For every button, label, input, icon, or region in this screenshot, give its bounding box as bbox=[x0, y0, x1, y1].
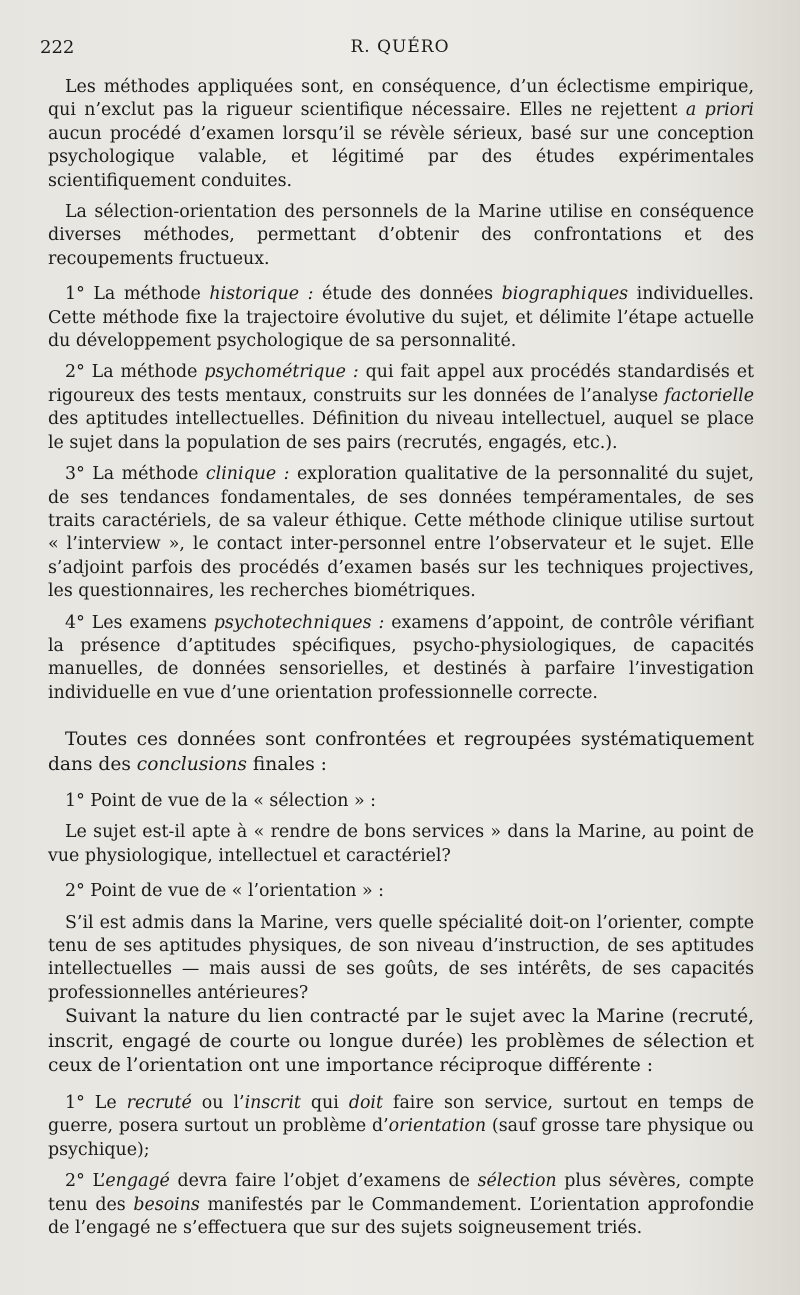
paragraph-nature: Suivant la nature du lien contracté par le sujet avec la Marine (recruté, inscrit, engagé de courte ou longue durée) les problèmes de sélection et ceux de l’orientation ont une importance réciproque différente : bbox=[48, 1006, 754, 1077]
orientation-question: S’il est admis dans la Marine, vers quelle spécialité doit-on l’orienter, compte tenu de ses aptitudes physiques, de son niveau d’instruction, de ses aptitudes intellectuelles — mais aussi de ses goûts, de ses intérêts, de ses capacités professionnelles antérieures? bbox=[48, 912, 754, 1003]
conclusions-text bbox=[48, 728, 754, 777]
points-of-view bbox=[48, 790, 754, 1005]
body-text bbox=[48, 76, 754, 705]
running-title: R. QUÉRO bbox=[350, 37, 450, 57]
paragraph-selection: La sélection-orientation des personnels de la Marine utilise en conséquence diverses méthodes, permettant d’obtenir des confrontations et des recoupements fructueux. bbox=[48, 202, 754, 269]
page-number: 222 bbox=[40, 37, 75, 58]
selection-question: Le sujet est-il apte à « rendre de bons services » dans la Marine, au point de vue physiologique, intellectuel et caractériel? bbox=[48, 822, 754, 866]
selection-heading: 1° Point de vue de la « sélection » : bbox=[65, 791, 376, 811]
orientation-heading: 2° Point de vue de « l’orientation » : bbox=[65, 881, 385, 902]
method-clinique: 3° La méthode clinique : exploration qualitative de la personnalité du sujet, de ses tendances fondamentales, de ses données tempéramentales, de ses traits caractériels, de sa valeur éthique. Cette méthode clinique utilise surtout « l’interview », le contact inter-personnel entre l’observateur et le sujet. Elle s’adjoint parfois des procédés d’examen basés sur les techniques projectives, les questionnaires, les recherches biométriques. bbox=[48, 464, 754, 602]
method-psychotechniques: 4° Les examens psychotechniques : examens d’appoint, de contrôle vérifiant la présence d’aptitudes spécifiques, psycho-physiologiques, de capacités manuelles, de données sensorielles, et destinés à parfaire l’investigation individuelle en vue d’une orientation professionnelle correcte. bbox=[48, 612, 755, 703]
case-engage: 2° L’engagé devra faire l’objet d’examens de sélection plus sévères, compte tenu des besoins manifestés par le Commandement. L’orientation approfondie de l’engagé ne s’effectuera que sur des sujets soigneusement triés. bbox=[48, 1171, 754, 1239]
case-recrute: 1° Le recruté ou l’inscrit qui doit faire son service, surtout en temps de guerre, posera surtout un problème d’orientation (sauf grosse tare physique ou psychique); bbox=[48, 1093, 754, 1160]
paragraph-methods: Les méthodes appliquées sont, en conséquence, d’un éclectisme empirique, qui n’exclut pas la rigueur scientifique nécessaire. Elles ne rejettent a priori aucun procédé d’examen lorsqu’il se révèle sérieux, basé sur une conception psychologique valable, et légitimé par des études expérimentales scientifiquement conduites. bbox=[48, 77, 754, 191]
nature-text bbox=[48, 1005, 754, 1079]
cases-text bbox=[48, 1092, 754, 1240]
method-historique: 1° La méthode historique : étude des données biographiques individuelles. Cette méthode fixe la trajectoire évolutive du sujet, et délimite l’étape actuelle du développement psychologique de sa personnalité. bbox=[48, 284, 754, 352]
page-header bbox=[40, 37, 760, 63]
method-psychometrique: 2° La méthode psychométrique : qui fait appel aux procédés standardisés et rigoureux des tests mentaux, construits sur les données de l’analyse factorielle des aptitudes intellectuelles. Définition du niveau intellectuel, auquel se place le sujet dans la population de ses pairs (recrutés, engagés, etc.). bbox=[48, 362, 754, 453]
paragraph-conclusions: Toutes ces données sont confrontées et regroupées systématiquement dans des conclusions finales : bbox=[48, 729, 754, 775]
